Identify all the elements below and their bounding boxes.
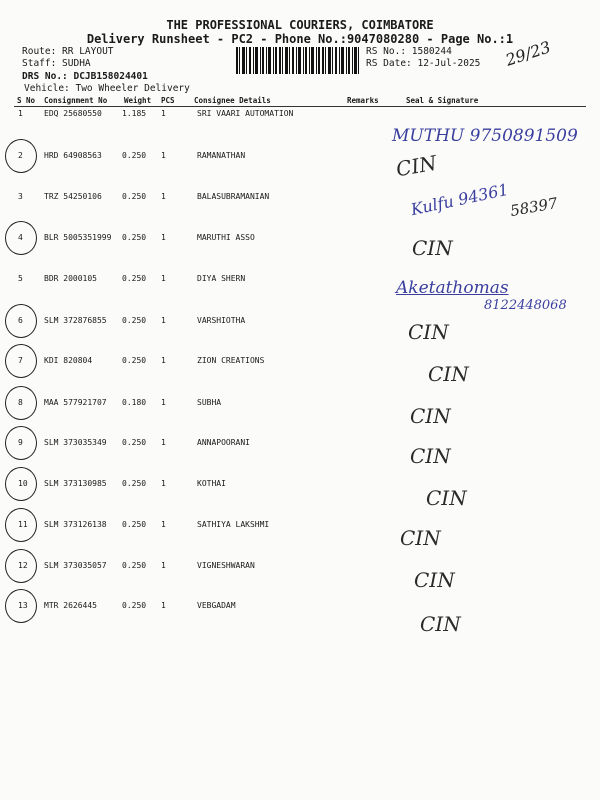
cin-mark-10: CIN [426, 486, 467, 510]
route-label: Route: RR LAYOUT [22, 46, 114, 57]
signature-kuldeep-number: 58397 [508, 193, 559, 221]
cin-mark-9: CIN [410, 444, 451, 468]
row-consignment-no: MTR 2626445 [44, 601, 97, 610]
row-sno: 5 [18, 274, 23, 283]
row-pcs: 1 [161, 561, 166, 570]
row-sno: 7 [18, 356, 23, 365]
rs-number: RS No.: 1580244 [366, 46, 452, 57]
row-consignment-no: TRZ 54250106 [44, 192, 102, 201]
row-consignment-no: HRD 64908563 [44, 151, 102, 160]
row-consignee: MARUTHI ASSO [197, 233, 255, 242]
row-sno: 10 [18, 479, 28, 488]
barcode-icon [236, 47, 359, 74]
row-consignee: KOTHAI [197, 479, 226, 488]
row-pcs: 1 [161, 356, 166, 365]
company-title: THE PROFESSIONAL COURIERS, COIMBATORE [166, 18, 434, 32]
col-seal-signature: Seal & Signature [406, 96, 479, 105]
col-consignment: Consignment No [44, 96, 108, 105]
cin-mark-4: CIN [412, 236, 453, 260]
col-pcs: PCS [161, 96, 175, 105]
row-pcs: 1 [161, 479, 166, 488]
row-weight: 0.250 [122, 233, 147, 242]
row-sno: 6 [18, 316, 23, 325]
runsheet-subtitle: Delivery Runsheet - PC2 - Phone No.:9047080280 - Page No.:1 [86, 32, 514, 46]
signature-dheeraj: Aketathomas [396, 278, 509, 298]
row-consignment-no: BLR 5005351999 [44, 233, 112, 242]
row-consignee: VARSHIOTHA [197, 316, 246, 325]
row-weight: 0.250 [122, 316, 147, 325]
col-remarks: Remarks [347, 96, 379, 105]
row-weight: 0.250 [122, 561, 147, 570]
row-sno: 3 [18, 192, 23, 201]
row-consignee: DIYA SHERN [197, 274, 246, 283]
row-pcs: 1 [161, 192, 166, 201]
row-consignee: VEBGADAM [197, 601, 236, 610]
row-pcs: 1 [161, 316, 166, 325]
cin-mark-2: CIN [394, 150, 439, 182]
cin-mark-8: CIN [410, 404, 451, 428]
row-sno: 2 [18, 151, 23, 160]
staff-label: Staff: SUDHA [22, 58, 91, 69]
row-consignment-no: SLM 373035349 [44, 438, 107, 447]
row-pcs: 1 [161, 151, 166, 160]
row-pcs: 1 [161, 233, 166, 242]
row-sno: 1 [18, 109, 23, 118]
row-consignment-no: KDI 820804 [44, 356, 93, 365]
row-weight: 0.250 [122, 601, 147, 610]
row-consignment-no: EDQ 25680550 [44, 109, 102, 118]
row-consignment-no: SLM 372876855 [44, 316, 107, 325]
signature-muthu: MUTHU 9750891509 [392, 126, 578, 146]
header-divider [14, 106, 586, 107]
row-weight: 0.180 [122, 398, 147, 407]
row-consignee: VIGNESHWARAN [197, 561, 255, 570]
drs-label: DRS No.: DCJB158024401 [22, 71, 148, 82]
row-consignment-no: SLM 373126138 [44, 520, 107, 529]
rs-date: RS Date: 12-Jul-2025 [366, 58, 481, 69]
handwritten-page-mark: 29/23 [503, 37, 553, 70]
row-sno: 13 [18, 601, 28, 610]
row-consignee: SRI VAARI AUTOMATION [197, 109, 294, 118]
cin-mark-7: CIN [428, 362, 469, 386]
row-weight: 0.250 [122, 520, 147, 529]
row-sno: 4 [18, 233, 23, 242]
row-pcs: 1 [161, 109, 166, 118]
row-consignment-no: SLM 373035057 [44, 561, 107, 570]
row-consignment-no: BDR 2000105 [44, 274, 97, 283]
cin-mark-12: CIN [414, 568, 455, 592]
signature-kuldeep: Kulfu 94361 [409, 179, 511, 220]
col-sno: S No [17, 96, 36, 105]
col-weight: Weight [124, 96, 152, 105]
row-weight: 0.250 [122, 274, 147, 283]
row-pcs: 1 [161, 398, 166, 407]
row-weight: 1.185 [122, 109, 147, 118]
col-consignee: Consignee Details [194, 96, 271, 105]
row-weight: 0.250 [122, 192, 147, 201]
row-sno: 8 [18, 398, 23, 407]
row-consignment-no: MAA 577921707 [44, 398, 107, 407]
row-consignee: SUBHA [197, 398, 222, 407]
row-weight: 0.250 [122, 356, 147, 365]
row-consignment-no: SLM 373130985 [44, 479, 107, 488]
row-weight: 0.250 [122, 151, 147, 160]
cin-mark-6: CIN [408, 320, 449, 344]
row-consignee: ZION CREATIONS [197, 356, 265, 365]
row-consignee: ANNAPOORANI [197, 438, 250, 447]
row-consignee: SATHIYA LAKSHMI [197, 520, 270, 529]
row-pcs: 1 [161, 520, 166, 529]
row-sno: 12 [18, 561, 28, 570]
row-weight: 0.250 [122, 438, 147, 447]
row-consignee: BALASUBRAMANIAN [197, 192, 270, 201]
row-weight: 0.250 [122, 479, 147, 488]
vehicle-label: Vehicle: Two Wheeler Delivery [24, 83, 190, 94]
row-pcs: 1 [161, 438, 166, 447]
signature-dheeraj-phone: 8122448068 [484, 298, 567, 313]
cin-mark-11: CIN [400, 526, 441, 550]
row-pcs: 1 [161, 601, 166, 610]
row-sno: 11 [18, 520, 28, 529]
row-sno: 9 [18, 438, 23, 447]
row-pcs: 1 [161, 274, 166, 283]
cin-mark-13: CIN [420, 612, 461, 636]
row-consignee: RAMANATHAN [197, 151, 246, 160]
